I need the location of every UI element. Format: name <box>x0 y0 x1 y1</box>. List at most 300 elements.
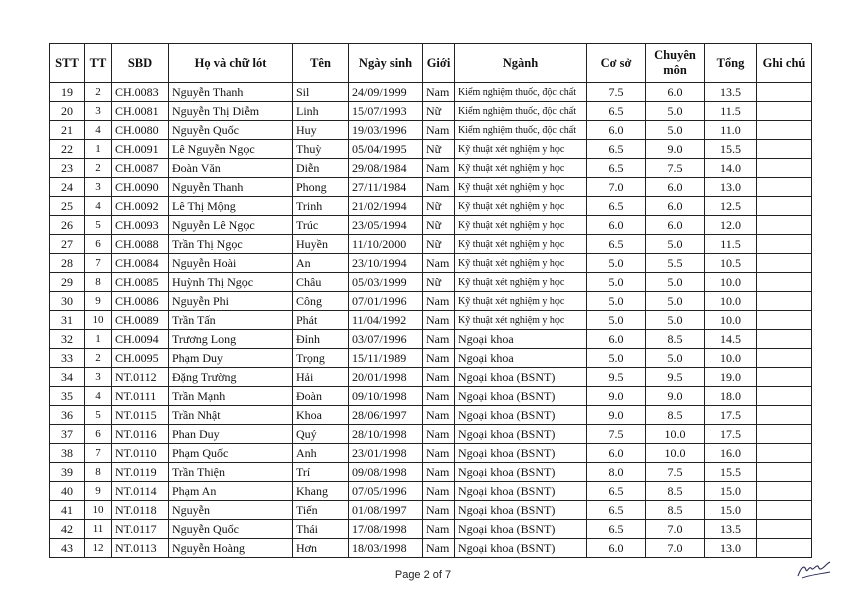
cell-ten: Phát <box>293 311 349 330</box>
cell-gioi: Nam <box>423 387 455 406</box>
cell-chuyen-mon: 8.5 <box>646 330 705 349</box>
cell-ghi-chu <box>757 102 812 121</box>
cell-tong: 10.5 <box>705 254 757 273</box>
cell-sbd: NT.0114 <box>112 482 169 501</box>
cell-chuyen-mon: 5.0 <box>646 273 705 292</box>
cell-tong: 18.0 <box>705 387 757 406</box>
cell-gioi: Nữ <box>423 273 455 292</box>
cell-stt: 40 <box>50 482 85 501</box>
cell-ghi-chu <box>757 140 812 159</box>
cell-nganh: Kỹ thuật xét nghiệm y học <box>455 140 587 159</box>
cell-ghi-chu <box>757 501 812 520</box>
cell-sbd: CH.0084 <box>112 254 169 273</box>
cell-ngay-sinh: 09/10/1998 <box>349 387 423 406</box>
cell-tt: 8 <box>85 463 112 482</box>
cell-stt: 42 <box>50 520 85 539</box>
results-table <box>49 43 812 558</box>
cell-chuyen-mon: 6.0 <box>646 178 705 197</box>
cell-gioi: Nam <box>423 444 455 463</box>
cell-chuyen-mon: 5.5 <box>646 254 705 273</box>
cell-co-so: 5.0 <box>587 273 646 292</box>
cell-stt: 21 <box>50 121 85 140</box>
cell-stt: 39 <box>50 463 85 482</box>
cell-ngay-sinh: 20/01/1998 <box>349 368 423 387</box>
cell-nganh: Ngoại khoa (BSNT) <box>455 463 587 482</box>
cell-gioi: Nam <box>423 159 455 178</box>
cell-ho-chu-lot: Trần Nhật <box>169 406 293 425</box>
cell-stt: 28 <box>50 254 85 273</box>
cell-ghi-chu <box>757 520 812 539</box>
header-stt: STT <box>50 44 85 83</box>
cell-stt: 23 <box>50 159 85 178</box>
cell-ten: Công <box>293 292 349 311</box>
cell-gioi: Nam <box>423 349 455 368</box>
cell-ho-chu-lot: Phạm Duy <box>169 349 293 368</box>
cell-chuyen-mon: 5.0 <box>646 349 705 368</box>
cell-ngay-sinh: 15/11/1989 <box>349 349 423 368</box>
cell-ghi-chu <box>757 311 812 330</box>
cell-ghi-chu <box>757 235 812 254</box>
cell-tt: 4 <box>85 121 112 140</box>
cell-sbd: NT.0112 <box>112 368 169 387</box>
cell-ten: Trúc <box>293 216 349 235</box>
cell-nganh: Ngoại khoa (BSNT) <box>455 501 587 520</box>
table-row <box>50 425 812 444</box>
cell-co-so: 7.5 <box>587 83 646 102</box>
cell-tt: 9 <box>85 292 112 311</box>
cell-gioi: Nam <box>423 482 455 501</box>
cell-ten: Trí <box>293 463 349 482</box>
cell-tong: 17.5 <box>705 406 757 425</box>
header-tong: Tổng <box>705 44 757 83</box>
cell-ten: Diễn <box>293 159 349 178</box>
cell-co-so: 6.0 <box>587 330 646 349</box>
cell-sbd: NT.0115 <box>112 406 169 425</box>
cell-ten: Quý <box>293 425 349 444</box>
cell-ten: Huyền <box>293 235 349 254</box>
cell-ten: Sil <box>293 83 349 102</box>
cell-gioi: Nam <box>423 425 455 444</box>
cell-ten: Phong <box>293 178 349 197</box>
table-row <box>50 197 812 216</box>
header-ho-chu-lot: Họ và chữ lót <box>169 44 293 83</box>
cell-tt: 4 <box>85 197 112 216</box>
cell-ghi-chu <box>757 159 812 178</box>
cell-ten: An <box>293 254 349 273</box>
cell-gioi: Nam <box>423 292 455 311</box>
cell-sbd: CH.0094 <box>112 330 169 349</box>
cell-co-so: 6.5 <box>587 197 646 216</box>
cell-ten: Anh <box>293 444 349 463</box>
cell-sbd: CH.0087 <box>112 159 169 178</box>
table-row <box>50 159 812 178</box>
cell-ghi-chu <box>757 292 812 311</box>
cell-tt: 10 <box>85 501 112 520</box>
cell-nganh: Kỹ thuật xét nghiệm y học <box>455 235 587 254</box>
cell-ho-chu-lot: Trần Tấn <box>169 311 293 330</box>
cell-ghi-chu <box>757 482 812 501</box>
cell-stt: 29 <box>50 273 85 292</box>
cell-ghi-chu <box>757 349 812 368</box>
cell-gioi: Nam <box>423 406 455 425</box>
header-tt: TT <box>85 44 112 83</box>
cell-sbd: NT.0119 <box>112 463 169 482</box>
cell-co-so: 8.0 <box>587 463 646 482</box>
cell-nganh: Ngoại khoa (BSNT) <box>455 482 587 501</box>
cell-ho-chu-lot: Nguyễn Hoàng <box>169 539 293 558</box>
cell-tong: 19.0 <box>705 368 757 387</box>
cell-chuyen-mon: 6.0 <box>646 216 705 235</box>
cell-tt: 7 <box>85 444 112 463</box>
cell-tt: 3 <box>85 102 112 121</box>
cell-tt: 4 <box>85 387 112 406</box>
cell-tong: 11.0 <box>705 121 757 140</box>
cell-ngay-sinh: 28/10/1998 <box>349 425 423 444</box>
cell-ngay-sinh: 17/08/1998 <box>349 520 423 539</box>
cell-nganh: Ngoại khoa <box>455 349 587 368</box>
cell-nganh: Ngoại khoa (BSNT) <box>455 520 587 539</box>
table-row <box>50 311 812 330</box>
cell-ngay-sinh: 21/02/1994 <box>349 197 423 216</box>
cell-nganh: Kỹ thuật xét nghiệm y học <box>455 159 587 178</box>
table-row <box>50 368 812 387</box>
cell-gioi: Nữ <box>423 216 455 235</box>
cell-sbd: CH.0081 <box>112 102 169 121</box>
cell-ten: Tiến <box>293 501 349 520</box>
cell-tt: 3 <box>85 178 112 197</box>
cell-chuyen-mon: 9.5 <box>646 368 705 387</box>
cell-co-so: 6.0 <box>587 121 646 140</box>
cell-stt: 24 <box>50 178 85 197</box>
cell-nganh: Kiểm nghiệm thuốc, độc chất <box>455 121 587 140</box>
cell-ho-chu-lot: Nguyễn Quốc <box>169 520 293 539</box>
cell-ten: Hơn <box>293 539 349 558</box>
table-row <box>50 330 812 349</box>
cell-gioi: Nam <box>423 121 455 140</box>
cell-gioi: Nữ <box>423 197 455 216</box>
cell-gioi: Nam <box>423 520 455 539</box>
cell-ho-chu-lot: Nguyễn Quốc <box>169 121 293 140</box>
cell-chuyen-mon: 8.5 <box>646 482 705 501</box>
cell-nganh: Kiểm nghiệm thuốc, độc chất <box>455 102 587 121</box>
table-row <box>50 178 812 197</box>
cell-tt: 5 <box>85 406 112 425</box>
cell-nganh: Ngoại khoa <box>455 330 587 349</box>
cell-nganh: Kỹ thuật xét nghiệm y học <box>455 216 587 235</box>
header-ten: Tên <box>293 44 349 83</box>
cell-ghi-chu <box>757 444 812 463</box>
cell-chuyen-mon: 7.5 <box>646 463 705 482</box>
cell-ngay-sinh: 24/09/1999 <box>349 83 423 102</box>
cell-ho-chu-lot: Phạm An <box>169 482 293 501</box>
cell-ngay-sinh: 23/10/1994 <box>349 254 423 273</box>
cell-nganh: Kỹ thuật xét nghiệm y học <box>455 273 587 292</box>
cell-sbd: CH.0086 <box>112 292 169 311</box>
cell-sbd: NT.0113 <box>112 539 169 558</box>
cell-nganh: Kiểm nghiệm thuốc, độc chất <box>455 83 587 102</box>
cell-ngay-sinh: 01/08/1997 <box>349 501 423 520</box>
cell-co-so: 6.5 <box>587 140 646 159</box>
cell-co-so: 5.0 <box>587 292 646 311</box>
table-header-row <box>50 44 812 83</box>
page-footer: Page 2 of 7 <box>394 569 452 581</box>
header-ngay-sinh: Ngày sinh <box>349 44 423 83</box>
cell-ghi-chu <box>757 178 812 197</box>
table-row <box>50 235 812 254</box>
table-row <box>50 83 812 102</box>
cell-tt: 8 <box>85 273 112 292</box>
cell-tong: 13.5 <box>705 83 757 102</box>
table-row <box>50 216 812 235</box>
cell-tt: 5 <box>85 216 112 235</box>
cell-co-so: 7.0 <box>587 178 646 197</box>
cell-ten: Hải <box>293 368 349 387</box>
handwritten-initials <box>796 558 832 580</box>
cell-tong: 10.0 <box>705 311 757 330</box>
cell-tong: 16.0 <box>705 444 757 463</box>
header-sbd: SBD <box>112 44 169 83</box>
cell-stt: 31 <box>50 311 85 330</box>
cell-tong: 12.0 <box>705 216 757 235</box>
cell-ten: Thái <box>293 520 349 539</box>
cell-sbd: NT.0117 <box>112 520 169 539</box>
table-row <box>50 102 812 121</box>
cell-nganh: Ngoại khoa (BSNT) <box>455 368 587 387</box>
cell-ho-chu-lot: Trần Thị Ngọc <box>169 235 293 254</box>
cell-tong: 15.5 <box>705 463 757 482</box>
cell-co-so: 6.0 <box>587 444 646 463</box>
cell-co-so: 9.5 <box>587 368 646 387</box>
cell-gioi: Nam <box>423 178 455 197</box>
cell-co-so: 7.5 <box>587 425 646 444</box>
cell-stt: 37 <box>50 425 85 444</box>
cell-sbd: CH.0095 <box>112 349 169 368</box>
cell-nganh: Kỹ thuật xét nghiệm y học <box>455 254 587 273</box>
cell-ten: Thuỳ <box>293 140 349 159</box>
cell-sbd: CH.0093 <box>112 216 169 235</box>
cell-ghi-chu <box>757 273 812 292</box>
cell-chuyen-mon: 5.0 <box>646 292 705 311</box>
cell-co-so: 6.5 <box>587 520 646 539</box>
cell-ngay-sinh: 11/04/1992 <box>349 311 423 330</box>
header-nganh: Ngành <box>455 44 587 83</box>
table-row <box>50 121 812 140</box>
table-body <box>50 83 812 558</box>
cell-tong: 13.0 <box>705 539 757 558</box>
cell-ten: Đỉnh <box>293 330 349 349</box>
cell-stt: 41 <box>50 501 85 520</box>
cell-ngay-sinh: 05/04/1995 <box>349 140 423 159</box>
cell-ten: Khoa <box>293 406 349 425</box>
cell-chuyen-mon: 6.0 <box>646 83 705 102</box>
cell-sbd: NT.0116 <box>112 425 169 444</box>
cell-sbd: NT.0110 <box>112 444 169 463</box>
table-row <box>50 444 812 463</box>
table-row <box>50 520 812 539</box>
cell-co-so: 9.0 <box>587 387 646 406</box>
cell-gioi: Nam <box>423 330 455 349</box>
table-row <box>50 140 812 159</box>
header-chuyen-mon: Chuyên môn <box>646 44 705 83</box>
cell-tt: 2 <box>85 159 112 178</box>
cell-stt: 20 <box>50 102 85 121</box>
cell-chuyen-mon: 8.5 <box>646 501 705 520</box>
cell-ngay-sinh: 29/08/1984 <box>349 159 423 178</box>
cell-chuyen-mon: 5.0 <box>646 235 705 254</box>
cell-co-so: 6.5 <box>587 501 646 520</box>
cell-ten: Khang <box>293 482 349 501</box>
cell-co-so: 6.5 <box>587 235 646 254</box>
cell-gioi: Nam <box>423 254 455 273</box>
cell-chuyen-mon: 5.0 <box>646 311 705 330</box>
cell-ho-chu-lot: Lê Nguyễn Ngọc <box>169 140 293 159</box>
cell-gioi: Nam <box>423 83 455 102</box>
cell-gioi: Nam <box>423 311 455 330</box>
cell-stt: 36 <box>50 406 85 425</box>
cell-nganh: Kỹ thuật xét nghiệm y học <box>455 292 587 311</box>
cell-tong: 11.5 <box>705 102 757 121</box>
cell-ngay-sinh: 23/05/1994 <box>349 216 423 235</box>
cell-sbd: CH.0091 <box>112 140 169 159</box>
cell-ghi-chu <box>757 406 812 425</box>
cell-ghi-chu <box>757 463 812 482</box>
cell-ghi-chu <box>757 197 812 216</box>
cell-ho-chu-lot: Phạm Quốc <box>169 444 293 463</box>
cell-nganh: Ngoại khoa (BSNT) <box>455 444 587 463</box>
cell-ten: Huy <box>293 121 349 140</box>
cell-tong: 14.0 <box>705 159 757 178</box>
cell-ngay-sinh: 27/11/1984 <box>349 178 423 197</box>
cell-ten: Trinh <box>293 197 349 216</box>
cell-chuyen-mon: 9.0 <box>646 140 705 159</box>
header-gioi: Giới <box>423 44 455 83</box>
table-row <box>50 349 812 368</box>
cell-stt: 33 <box>50 349 85 368</box>
table-row <box>50 292 812 311</box>
header-co-so: Cơ sở <box>587 44 646 83</box>
cell-tong: 10.0 <box>705 349 757 368</box>
cell-ghi-chu <box>757 254 812 273</box>
cell-ngay-sinh: 05/03/1999 <box>349 273 423 292</box>
cell-co-so: 6.0 <box>587 539 646 558</box>
cell-sbd: CH.0090 <box>112 178 169 197</box>
cell-gioi: Nữ <box>423 235 455 254</box>
cell-ho-chu-lot: Nguyễn <box>169 501 293 520</box>
cell-tong: 13.0 <box>705 178 757 197</box>
cell-co-so: 6.5 <box>587 102 646 121</box>
cell-ghi-chu <box>757 330 812 349</box>
cell-stt: 32 <box>50 330 85 349</box>
cell-stt: 35 <box>50 387 85 406</box>
cell-co-so: 6.5 <box>587 482 646 501</box>
cell-chuyen-mon: 7.5 <box>646 159 705 178</box>
cell-tt: 3 <box>85 368 112 387</box>
cell-nganh: Ngoại khoa (BSNT) <box>455 406 587 425</box>
cell-co-so: 5.0 <box>587 349 646 368</box>
cell-tt: 10 <box>85 311 112 330</box>
cell-tong: 14.5 <box>705 330 757 349</box>
cell-tong: 15.0 <box>705 501 757 520</box>
table-row <box>50 273 812 292</box>
cell-tt: 2 <box>85 83 112 102</box>
cell-sbd: NT.0118 <box>112 501 169 520</box>
cell-tt: 1 <box>85 330 112 349</box>
cell-tong: 13.5 <box>705 520 757 539</box>
cell-tong: 11.5 <box>705 235 757 254</box>
cell-tong: 15.0 <box>705 482 757 501</box>
cell-ho-chu-lot: Trần Mạnh <box>169 387 293 406</box>
cell-ghi-chu <box>757 539 812 558</box>
cell-nganh: Kỹ thuật xét nghiệm y học <box>455 197 587 216</box>
cell-tong: 10.0 <box>705 292 757 311</box>
cell-sbd: CH.0092 <box>112 197 169 216</box>
cell-ho-chu-lot: Nguyễn Thanh <box>169 178 293 197</box>
cell-stt: 22 <box>50 140 85 159</box>
cell-nganh: Ngoại khoa (BSNT) <box>455 387 587 406</box>
cell-ten: Trọng <box>293 349 349 368</box>
cell-ho-chu-lot: Đoàn Văn <box>169 159 293 178</box>
cell-ho-chu-lot: Nguyễn Hoài <box>169 254 293 273</box>
cell-stt: 38 <box>50 444 85 463</box>
cell-chuyen-mon: 9.0 <box>646 387 705 406</box>
cell-ghi-chu <box>757 216 812 235</box>
table-row <box>50 406 812 425</box>
cell-sbd: CH.0083 <box>112 83 169 102</box>
cell-ghi-chu <box>757 83 812 102</box>
cell-ho-chu-lot: Trần Thiện <box>169 463 293 482</box>
cell-sbd: NT.0111 <box>112 387 169 406</box>
cell-ho-chu-lot: Phan Duy <box>169 425 293 444</box>
cell-tt: 11 <box>85 520 112 539</box>
cell-sbd: CH.0080 <box>112 121 169 140</box>
cell-ho-chu-lot: Nguyễn Phi <box>169 292 293 311</box>
cell-ngay-sinh: 23/01/1998 <box>349 444 423 463</box>
cell-stt: 19 <box>50 83 85 102</box>
cell-stt: 30 <box>50 292 85 311</box>
cell-tong: 17.5 <box>705 425 757 444</box>
cell-tong: 15.5 <box>705 140 757 159</box>
cell-ngay-sinh: 07/01/1996 <box>349 292 423 311</box>
table-row <box>50 539 812 558</box>
cell-nganh: Ngoại khoa (BSNT) <box>455 425 587 444</box>
cell-ngay-sinh: 15/07/1993 <box>349 102 423 121</box>
cell-tt: 6 <box>85 235 112 254</box>
cell-gioi: Nam <box>423 463 455 482</box>
cell-co-so: 6.0 <box>587 216 646 235</box>
cell-chuyen-mon: 5.0 <box>646 102 705 121</box>
cell-gioi: Nam <box>423 539 455 558</box>
cell-ho-chu-lot: Nguyễn Lê Ngọc <box>169 216 293 235</box>
cell-chuyen-mon: 7.0 <box>646 520 705 539</box>
cell-nganh: Ngoại khoa (BSNT) <box>455 539 587 558</box>
cell-tong: 10.0 <box>705 273 757 292</box>
cell-stt: 43 <box>50 539 85 558</box>
cell-ngay-sinh: 18/03/1998 <box>349 539 423 558</box>
cell-ho-chu-lot: Trương Long <box>169 330 293 349</box>
cell-ngay-sinh: 07/05/1996 <box>349 482 423 501</box>
table-row <box>50 254 812 273</box>
cell-ngay-sinh: 19/03/1996 <box>349 121 423 140</box>
cell-ghi-chu <box>757 387 812 406</box>
cell-ghi-chu <box>757 368 812 387</box>
cell-gioi: Nữ <box>423 102 455 121</box>
cell-co-so: 9.0 <box>587 406 646 425</box>
table-row <box>50 463 812 482</box>
cell-tt: 7 <box>85 254 112 273</box>
cell-chuyen-mon: 7.0 <box>646 539 705 558</box>
cell-ngay-sinh: 09/08/1998 <box>349 463 423 482</box>
table-row <box>50 482 812 501</box>
